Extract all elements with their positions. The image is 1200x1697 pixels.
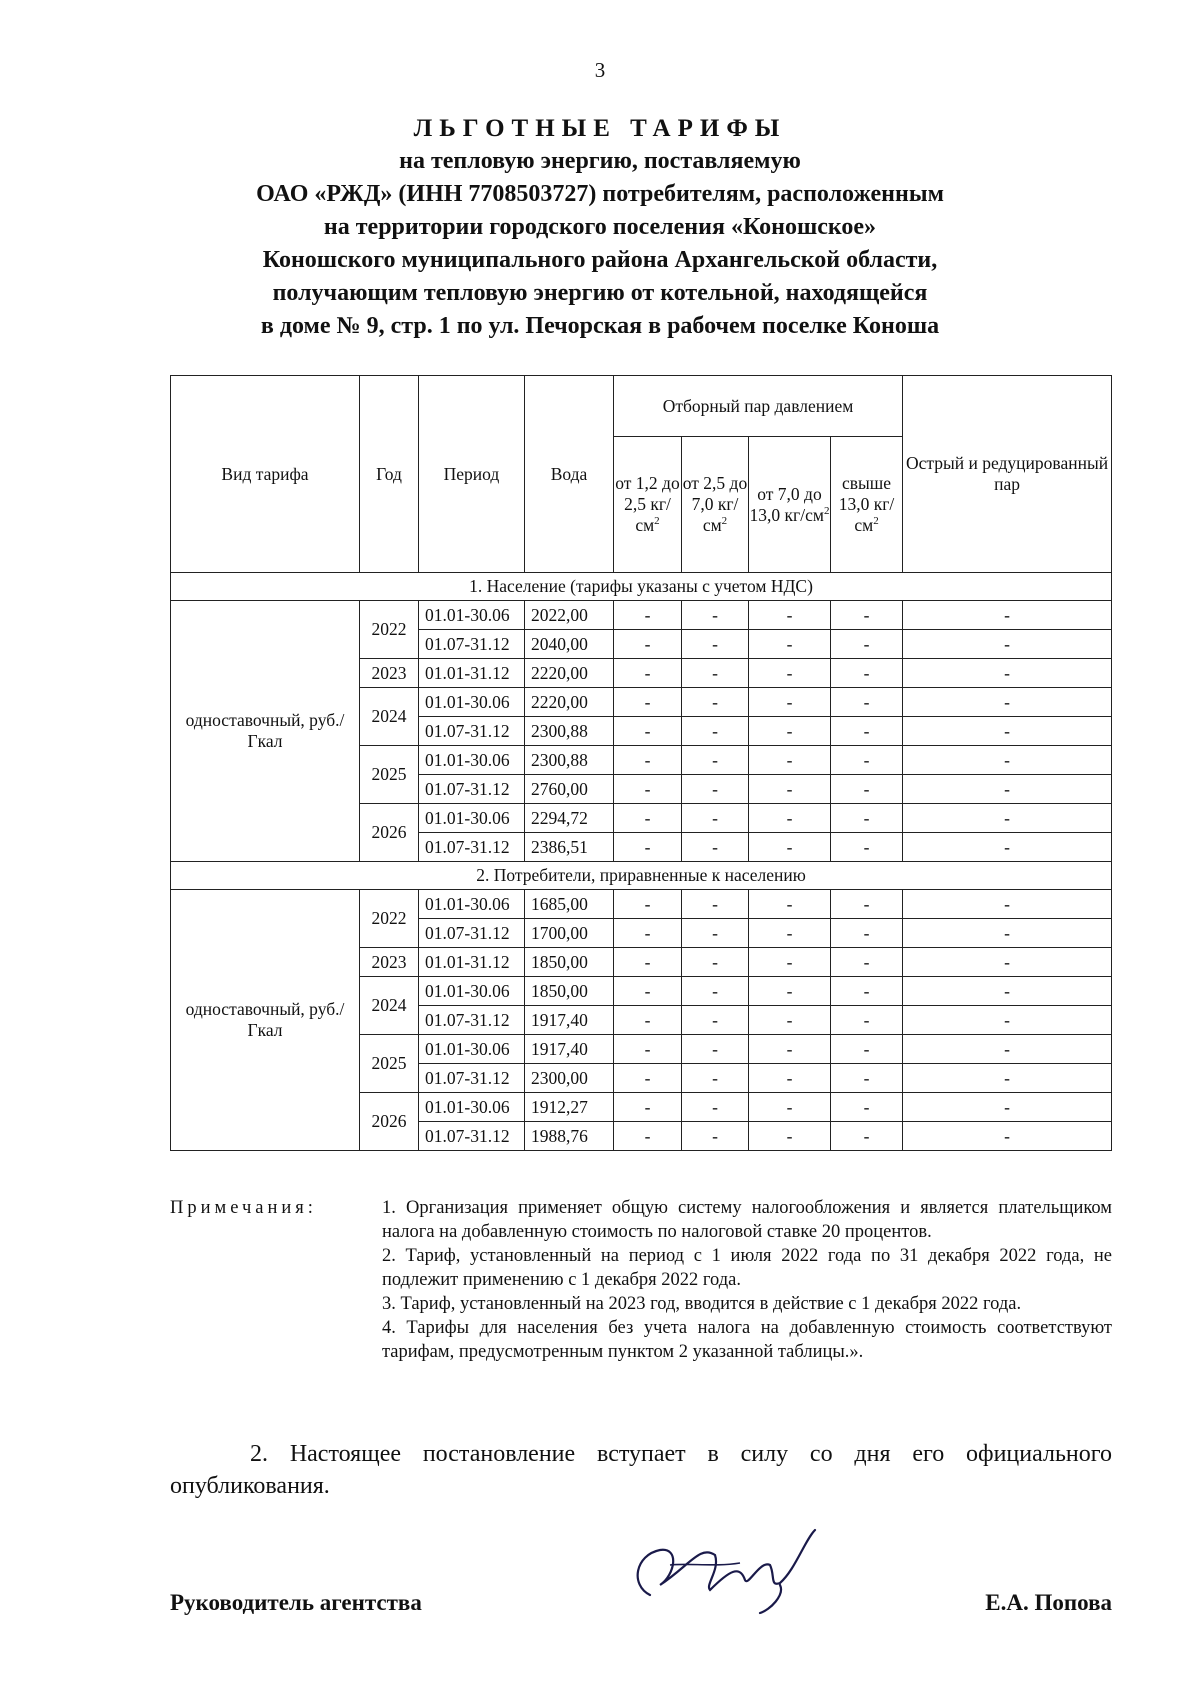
note-item: 4. Тарифы для населения без учета налога на добавленную стоимость соответствуют тарифам, предусмотренным пунктом 2 указанной таблицы.». xyxy=(382,1318,1112,1362)
steam-2-cell: - xyxy=(682,1064,749,1093)
steam-3-cell: - xyxy=(749,630,831,659)
steam-3-cell: - xyxy=(749,919,831,948)
notes-body xyxy=(382,1196,1112,1364)
water-cell: 1988,76 xyxy=(525,1122,614,1151)
water-cell: 2040,00 xyxy=(525,630,614,659)
water-cell: 2300,88 xyxy=(525,746,614,775)
steam-2-cell: - xyxy=(682,890,749,919)
title-main: ЛЬГОТНЫЕ ТАРИФЫ xyxy=(413,115,787,142)
water-cell: 2760,00 xyxy=(525,775,614,804)
year-cell: 2022 xyxy=(360,890,419,948)
steam-1-cell: - xyxy=(614,804,682,833)
water-cell: 2294,72 xyxy=(525,804,614,833)
steam-4-cell: - xyxy=(831,890,903,919)
steam-4-cell: - xyxy=(831,977,903,1006)
steam-4-cell: - xyxy=(831,717,903,746)
steam-1-cell: - xyxy=(614,919,682,948)
period-cell: 01.01-30.06 xyxy=(419,1093,525,1122)
steam-4-cell: - xyxy=(831,1093,903,1122)
steam-4-cell: - xyxy=(831,948,903,977)
steam-1-cell: - xyxy=(614,1035,682,1064)
steam-3-cell: - xyxy=(749,948,831,977)
steam-1-cell: - xyxy=(614,688,682,717)
section-title: 1. Население (тарифы указаны с учетом НДС) xyxy=(171,573,1112,601)
steam-1-cell: - xyxy=(614,601,682,630)
table-row xyxy=(171,890,1112,919)
sharp-steam-cell: - xyxy=(903,1122,1112,1151)
sharp-steam-cell: - xyxy=(903,746,1112,775)
steam-1-cell: - xyxy=(614,1006,682,1035)
sharp-steam-cell: - xyxy=(903,833,1112,862)
year-cell: 2024 xyxy=(360,977,419,1035)
sharp-steam-cell: - xyxy=(903,948,1112,977)
steam-1-cell: - xyxy=(614,1122,682,1151)
steam-4-cell: - xyxy=(831,1064,903,1093)
steam-3-cell: - xyxy=(749,977,831,1006)
steam-2-cell: - xyxy=(682,804,749,833)
steam-1-cell: - xyxy=(614,833,682,862)
steam-2-cell: - xyxy=(682,833,749,862)
signatory-name: Е.А. Попова xyxy=(985,1590,1112,1615)
steam-2-cell: - xyxy=(682,1006,749,1035)
handwritten-signature xyxy=(620,1525,820,1615)
steam-3-cell: - xyxy=(749,1006,831,1035)
steam-1-cell: - xyxy=(614,659,682,688)
section-title: 2. Потребители, приравненные к населению xyxy=(171,862,1112,890)
steam-3-cell: - xyxy=(749,746,831,775)
period-cell: 01.07-31.12 xyxy=(419,1006,525,1035)
steam-4-cell: - xyxy=(831,659,903,688)
steam-2-cell: - xyxy=(682,688,749,717)
steam-1-cell: - xyxy=(614,977,682,1006)
steam-2-cell: - xyxy=(682,746,749,775)
title-line: Коношского муниципального района Архангельской области, xyxy=(262,247,938,273)
steam-3-cell: - xyxy=(749,601,831,630)
sharp-steam-cell: - xyxy=(903,1006,1112,1035)
steam-2-cell: - xyxy=(682,1122,749,1151)
steam-4-cell: - xyxy=(831,1035,903,1064)
table-row xyxy=(171,601,1112,630)
title-line: в доме № 9, стр. 1 по ул. Печорская в рабочем поселке Коноша xyxy=(260,313,940,339)
steam-4-cell: - xyxy=(831,804,903,833)
steam-3-cell: - xyxy=(749,890,831,919)
period-cell: 01.01-30.06 xyxy=(419,977,525,1006)
period-cell: 01.07-31.12 xyxy=(419,1064,525,1093)
steam-1-cell: - xyxy=(614,948,682,977)
steam-3-cell: - xyxy=(749,717,831,746)
year-cell: 2024 xyxy=(360,688,419,746)
steam-3-cell: - xyxy=(749,804,831,833)
year-cell: 2026 xyxy=(360,1093,419,1151)
sharp-steam-cell: - xyxy=(903,804,1112,833)
steam-2-cell: - xyxy=(682,601,749,630)
page-number: 3 xyxy=(594,58,606,82)
sharp-steam-cell: - xyxy=(903,630,1112,659)
header-year: Год xyxy=(360,376,419,573)
steam-1-cell: - xyxy=(614,890,682,919)
steam-2-cell: - xyxy=(682,919,749,948)
steam-1-cell: - xyxy=(614,1093,682,1122)
period-cell: 01.01-31.12 xyxy=(419,948,525,977)
note-item: 3. Тариф, установленный на 2023 год, вводится в действие с 1 декабря 2022 года. xyxy=(382,1294,1022,1314)
year-cell: 2023 xyxy=(360,948,419,977)
period-cell: 01.07-31.12 xyxy=(419,833,525,862)
steam-4-cell: - xyxy=(831,775,903,804)
period-cell: 01.01-30.06 xyxy=(419,746,525,775)
steam-3-cell: - xyxy=(749,775,831,804)
water-cell: 1917,40 xyxy=(525,1035,614,1064)
steam-1-cell: - xyxy=(614,746,682,775)
document-title xyxy=(130,112,1070,343)
steam-3-cell: - xyxy=(749,833,831,862)
header-tariff-type: Вид тарифа xyxy=(171,376,360,573)
period-cell: 01.07-31.12 xyxy=(419,630,525,659)
tariff-type-cell: одноставочный, руб./Гкал xyxy=(171,601,360,862)
water-cell: 2300,88 xyxy=(525,717,614,746)
period-cell: 01.01-30.06 xyxy=(419,804,525,833)
steam-4-cell: - xyxy=(831,919,903,948)
steam-4-cell: - xyxy=(831,1122,903,1151)
year-cell: 2025 xyxy=(360,746,419,804)
steam-4-cell: - xyxy=(831,630,903,659)
steam-2-cell: - xyxy=(682,630,749,659)
steam-4-cell: - xyxy=(831,746,903,775)
water-cell: 1912,27 xyxy=(525,1093,614,1122)
steam-3-cell: - xyxy=(749,1122,831,1151)
decree-text: 2. Настоящее постановление вступает в силу со дня его официального опубликования. xyxy=(170,1441,1112,1499)
steam-4-cell: - xyxy=(831,1006,903,1035)
steam-4-cell: - xyxy=(831,833,903,862)
steam-3-cell: - xyxy=(749,688,831,717)
sharp-steam-cell: - xyxy=(903,659,1112,688)
period-cell: 01.01-31.12 xyxy=(419,659,525,688)
tariff-body xyxy=(171,573,1112,1151)
sharp-steam-cell: - xyxy=(903,977,1112,1006)
steam-2-cell: - xyxy=(682,977,749,1006)
period-cell: 01.07-31.12 xyxy=(419,717,525,746)
header-steam-3: от 7,0 до 13,0 $кг/см^2$ xyxy=(749,437,831,573)
period-cell: 01.07-31.12 xyxy=(419,1122,525,1151)
title-line: ОАО «РЖД» (ИНН 7708503727) потребителям, расположенным xyxy=(256,181,944,207)
tariff-table xyxy=(170,375,1112,1151)
steam-4-cell: - xyxy=(831,601,903,630)
period-cell: 01.01-30.06 xyxy=(419,688,525,717)
note-item: 2. Тариф, установленный на период с 1 июля 2022 года по 31 декабря 2022 года, не подлежит применению с 1 декабря 2022 года. xyxy=(382,1246,1112,1290)
water-cell: 2022,00 xyxy=(525,601,614,630)
steam-3-cell: - xyxy=(749,1064,831,1093)
sharp-steam-cell: - xyxy=(903,890,1112,919)
header-steam-4: свыше 13,0 $кг/см^2$ xyxy=(831,437,903,573)
water-cell: 2220,00 xyxy=(525,688,614,717)
header-steam-group: Отборный пар давлением xyxy=(614,376,903,437)
header-period: Период xyxy=(419,376,525,573)
steam-2-cell: - xyxy=(682,1093,749,1122)
water-cell: 1700,00 xyxy=(525,919,614,948)
sharp-steam-cell: - xyxy=(903,775,1112,804)
steam-3-cell: - xyxy=(749,1035,831,1064)
header-steam-1: от 1,2 до 2,5 $кг/см^2$ xyxy=(614,437,682,573)
sharp-steam-cell: - xyxy=(903,601,1112,630)
steam-1-cell: - xyxy=(614,717,682,746)
title-line: получающим тепловую энергию от котельной, находящейся xyxy=(272,280,928,306)
notes xyxy=(170,1196,1112,1364)
period-cell: 01.01-30.06 xyxy=(419,890,525,919)
steam-2-cell: - xyxy=(682,659,749,688)
notes-label: Примечания: xyxy=(170,1198,317,1218)
water-cell: 2220,00 xyxy=(525,659,614,688)
tariff-type-cell: одноставочный, руб./Гкал xyxy=(171,890,360,1151)
water-cell: 2300,00 xyxy=(525,1064,614,1093)
note-item: 1. Организация применяет общую систему налогообложения и является плательщиком налога на добавленную стоимость по налоговой ставке 20 процентов. xyxy=(382,1198,1112,1242)
steam-3-cell: - xyxy=(749,659,831,688)
sharp-steam-cell: - xyxy=(903,1093,1112,1122)
period-cell: 01.07-31.12 xyxy=(419,919,525,948)
signatory-position: Руководитель агентства xyxy=(170,1590,422,1615)
header-steam-2: от 2,5 до 7,0 $кг/см^2$ xyxy=(682,437,749,573)
sharp-steam-cell: - xyxy=(903,688,1112,717)
sharp-steam-cell: - xyxy=(903,1064,1112,1093)
sharp-steam-cell: - xyxy=(903,919,1112,948)
water-cell: 1850,00 xyxy=(525,948,614,977)
steam-1-cell: - xyxy=(614,1064,682,1093)
water-cell: 1850,00 xyxy=(525,977,614,1006)
period-cell: 01.07-31.12 xyxy=(419,775,525,804)
water-cell: 1685,00 xyxy=(525,890,614,919)
steam-2-cell: - xyxy=(682,717,749,746)
sharp-steam-cell: - xyxy=(903,1035,1112,1064)
header-water: Вода xyxy=(525,376,614,573)
period-cell: 01.01-30.06 xyxy=(419,1035,525,1064)
year-cell: 2022 xyxy=(360,601,419,659)
steam-1-cell: - xyxy=(614,775,682,804)
steam-2-cell: - xyxy=(682,948,749,977)
header-sharp-steam: Острый и редуцированный пар xyxy=(903,376,1112,573)
steam-2-cell: - xyxy=(682,775,749,804)
steam-4-cell: - xyxy=(831,688,903,717)
steam-1-cell: - xyxy=(614,630,682,659)
water-cell: 2386,51 xyxy=(525,833,614,862)
sharp-steam-cell: - xyxy=(903,717,1112,746)
steam-3-cell: - xyxy=(749,1093,831,1122)
title-line: на территории городского поселения «Коношское» xyxy=(323,214,877,240)
water-cell: 1917,40 xyxy=(525,1006,614,1035)
period-cell: 01.01-30.06 xyxy=(419,601,525,630)
year-cell: 2025 xyxy=(360,1035,419,1093)
year-cell: 2023 xyxy=(360,659,419,688)
year-cell: 2026 xyxy=(360,804,419,862)
steam-2-cell: - xyxy=(682,1035,749,1064)
title-line: на тепловую энергию, поставляемую xyxy=(399,148,801,174)
